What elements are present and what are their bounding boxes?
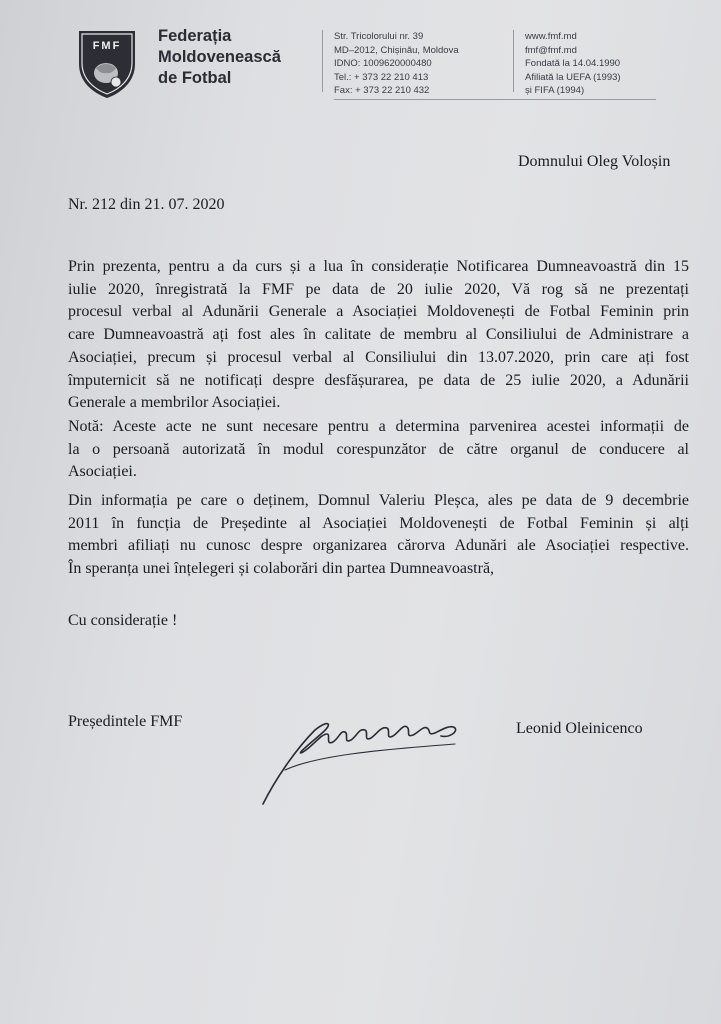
uefa-line: Afiliată la UEFA (1993) [525, 71, 621, 83]
fifa-line: și FIFA (1994) [525, 85, 585, 96]
paragraph-note [68, 416, 689, 484]
letterhead [0, 0, 721, 110]
org-name-line: Moldovenească [158, 48, 281, 66]
fmf-shield-logo [76, 28, 138, 100]
text-line: iulie 2020, înregistrată la FMF pe data de 20 iulie 2020, Vă rog să ne prezentați [68, 280, 689, 298]
reference-number: Nr. 212 din 21. 07. 2020 [68, 196, 225, 213]
signatory-name: Leonid Oleinicenco [516, 720, 643, 737]
handwritten-signature [255, 700, 465, 810]
website-line: www.fmf.md [525, 31, 577, 42]
text-line: Asociației. [68, 463, 137, 481]
idno-line: IDNO: 1009620000480 [334, 58, 432, 69]
contact-info [334, 30, 459, 98]
paragraph-request [68, 256, 689, 415]
phone-line: Tel.: + 373 22 210 413 [334, 71, 429, 83]
text-line: procesul verbal al Adunării Generale a Asociației Moldovenești de Fotbal Feminin prin [68, 303, 689, 321]
text-line: Generale a membrilor Asociației. [68, 394, 281, 412]
email-line: fmf@fmf.md [525, 44, 577, 56]
logo-text: FMF [92, 40, 122, 52]
recipient: Domnului Oleg Voloșin [518, 153, 671, 170]
text-line: Din informația pe care o deținem, Domnul Valeriu Pleșca, ales pe data de 9 decembrie [68, 492, 689, 509]
organization-name [158, 26, 281, 89]
paragraph-information [68, 490, 689, 581]
header-rule [334, 99, 656, 100]
signatory-role: Președintele FMF [68, 713, 183, 730]
founded-line: Fondată la 14.04.1990 [525, 58, 621, 69]
fax-line: Fax: + 373 22 210 432 [334, 85, 430, 96]
text-line: Notă: Aceste acte ne sunt necesare pentru a determina parvenirea acestei informații de [68, 418, 689, 435]
text-line: la o persoană autorizată în modul corespunzător de către organul de conducere al [68, 440, 689, 458]
text-line: Prin prezenta, pentru a da curs și a lua în considerație Notificarea Dumneavoastră din 15 [68, 258, 689, 275]
org-name-line: de Fotbal [158, 69, 232, 87]
closing-salutation: Cu considerație ! [68, 612, 178, 629]
text-line: împuternicit să ne notificați despre desfășurarea, pe data de 25 iulie 2020, a Adunării [68, 371, 689, 389]
address-line: Str. Tricolorului nr. 39 [334, 31, 424, 42]
text-line: 2011 în funcția de Președinte al Asociației Moldovenești de Fotbal Feminin și alți [68, 514, 689, 532]
city-line: MD–2012, Chișinău, Moldova [334, 44, 459, 56]
divider [513, 30, 514, 92]
text-line: Asociației, precum și procesul verbal al Consiliului din 13.07.2020, prin care ați fost [68, 348, 689, 366]
org-name-line: Federația [158, 27, 232, 45]
organization-meta [525, 30, 621, 98]
text-line: care Dumneavoastră ați fost ales în calitate de membru al Consiliului de Administrare a [68, 326, 689, 344]
text-line: membri afiliați nu cunosc despre organizarea cărorva Adunări ale Asociației respective. [68, 537, 689, 555]
text-line: În speranța unei înțelegeri și colaborări din partea Dumneavoastră, [68, 560, 495, 578]
divider [322, 30, 323, 92]
